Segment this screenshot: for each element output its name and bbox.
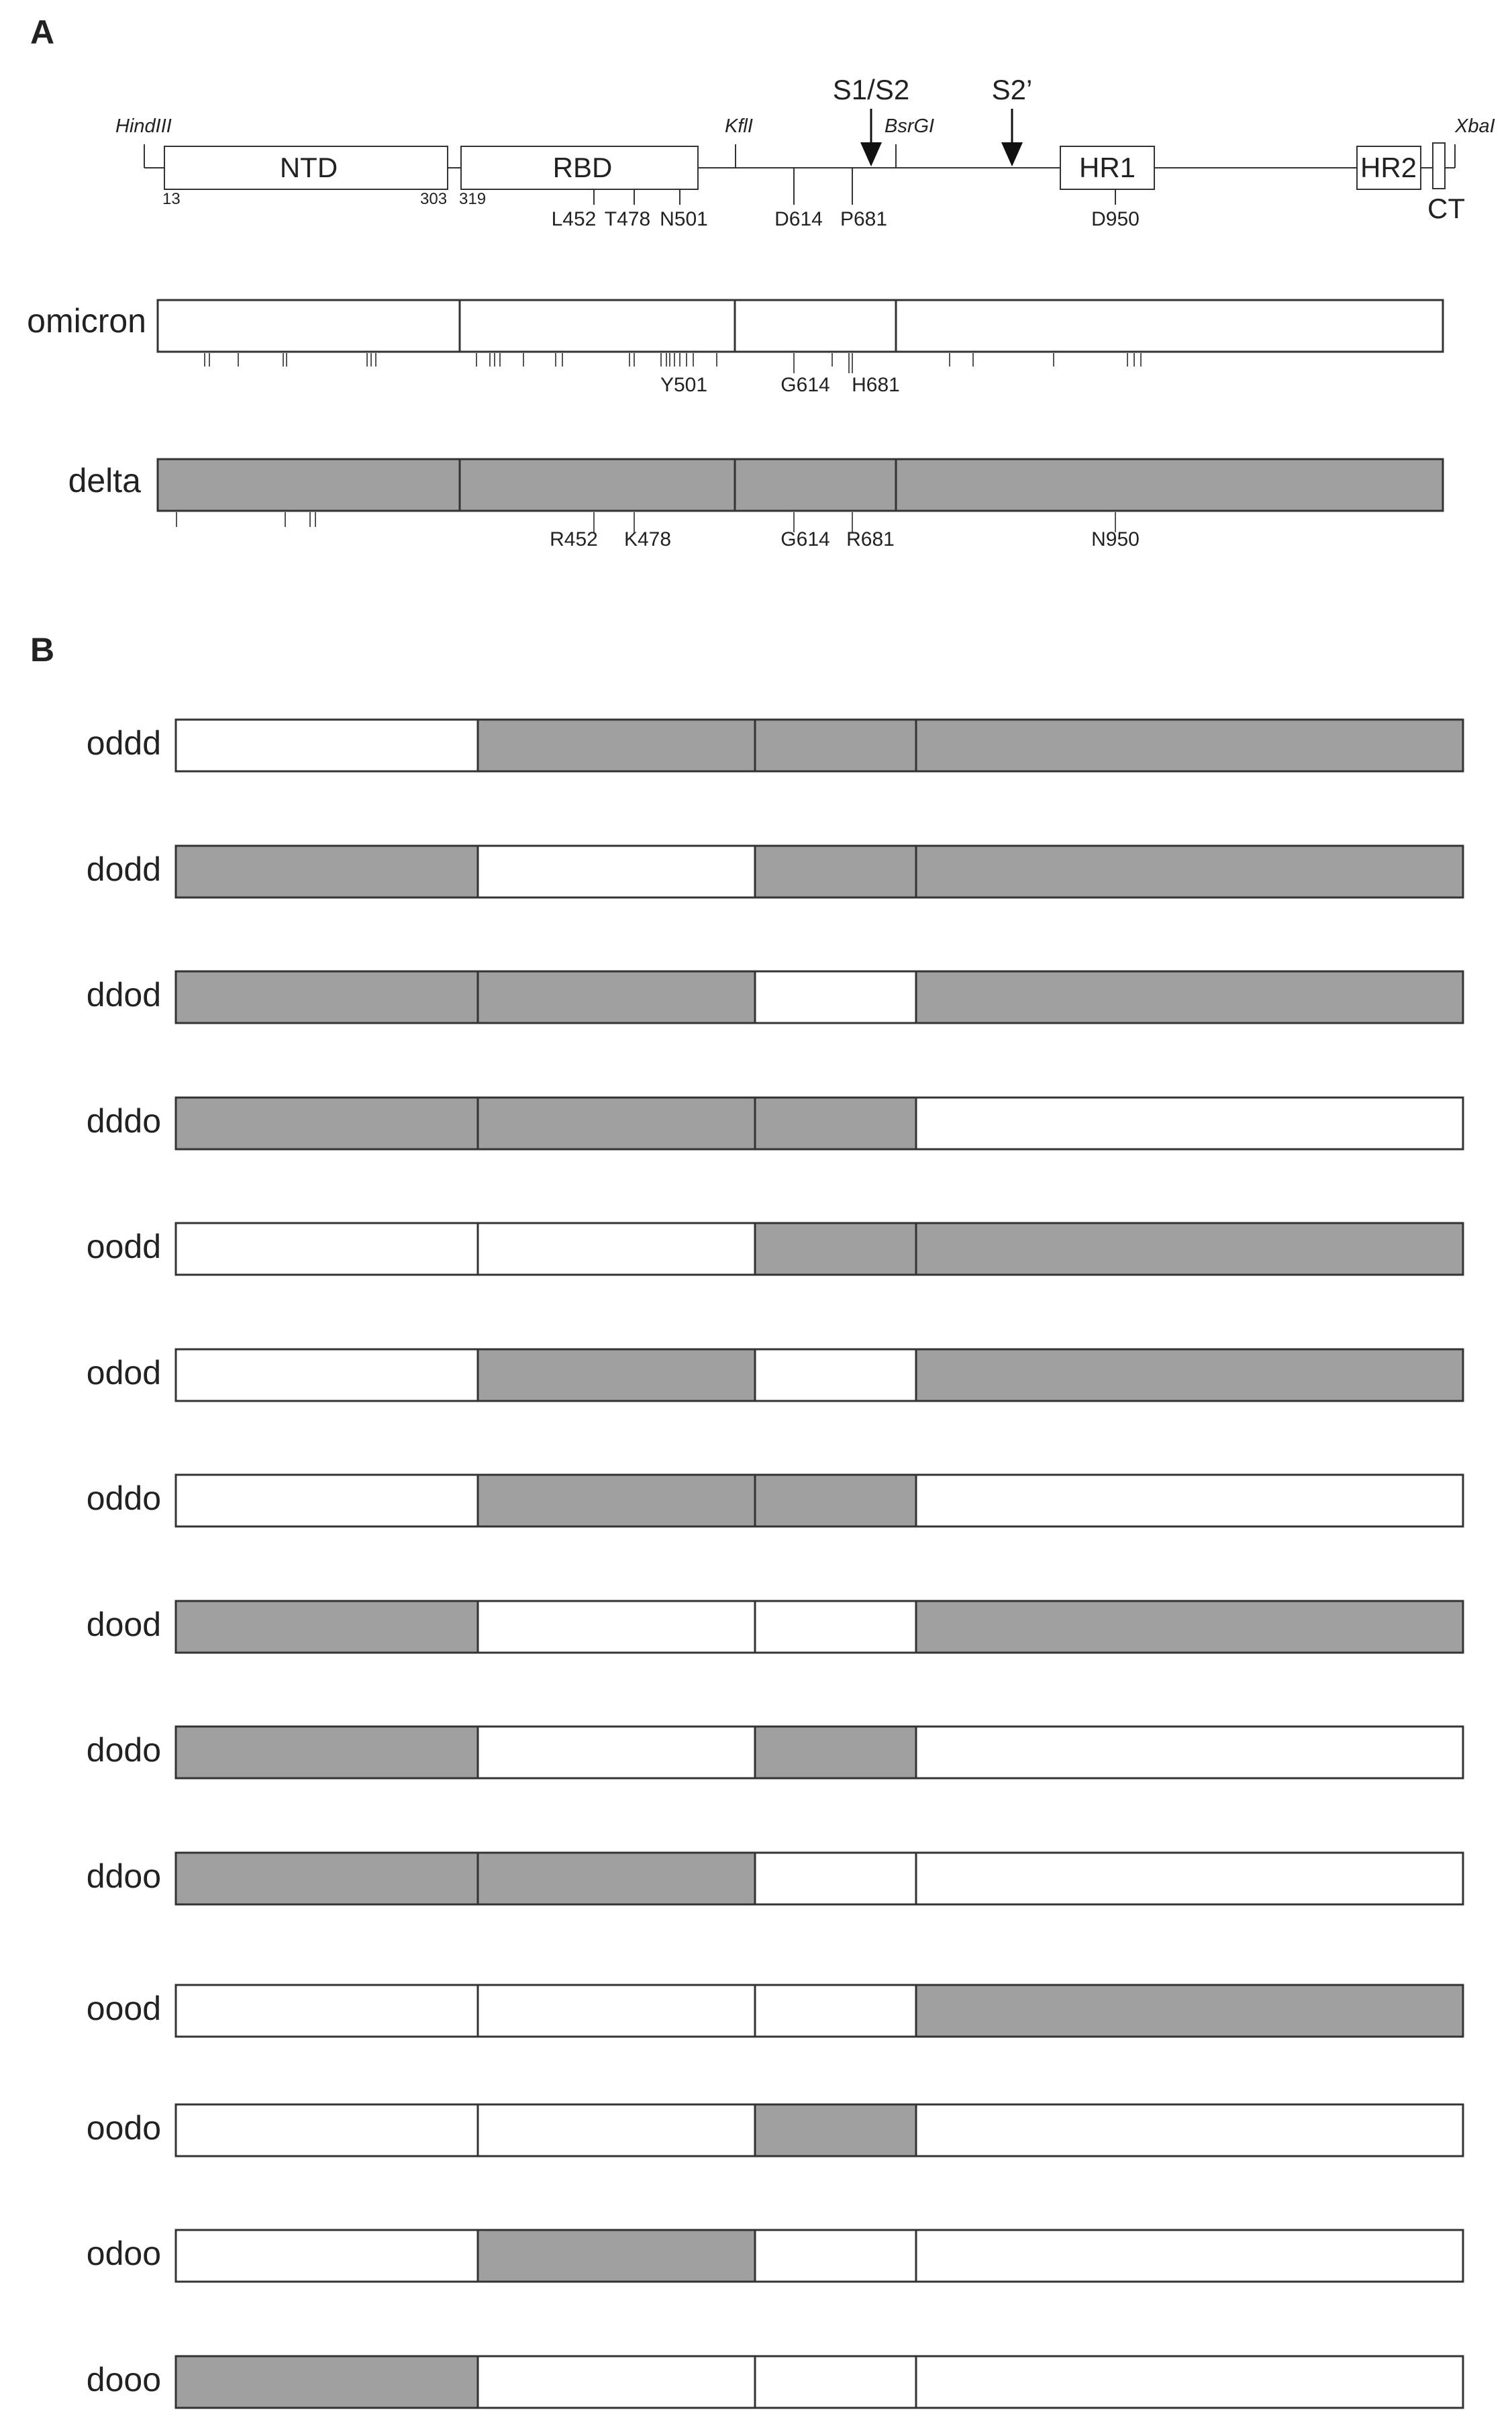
chimera-row xyxy=(87,2356,1463,2408)
rbd-label: RBD xyxy=(552,152,613,183)
chimera-segment-delta xyxy=(916,1223,1463,1275)
chimera-segment-delta xyxy=(755,720,916,771)
chimera-label: dood xyxy=(86,1606,161,1643)
ntd-label: NTD xyxy=(279,152,338,183)
chimera-segment-omicron xyxy=(176,1223,478,1275)
chimera-label: dooo xyxy=(86,2361,161,2398)
hr2-label: HR2 xyxy=(1360,152,1417,183)
chimera-segment-omicron xyxy=(916,1727,1463,1778)
chimera-label: oodo xyxy=(86,2109,161,2147)
ntd-end-number: 303 xyxy=(420,190,448,208)
chimera-segment-delta xyxy=(755,1727,916,1778)
chimera-segment-omicron xyxy=(916,2104,1463,2156)
residue-p681: P681 xyxy=(840,208,888,230)
residue-t478: T478 xyxy=(604,208,651,230)
ct-label: CT xyxy=(1427,193,1465,224)
xbai-site-label: XbaI xyxy=(1455,115,1495,137)
chimera-segment-omicron xyxy=(916,1475,1463,1526)
chimera-segment-delta xyxy=(916,1985,1463,2037)
chimera-segment-omicron xyxy=(478,1985,755,2037)
omicron-residue-g614: G614 xyxy=(780,374,830,396)
chimera-row xyxy=(87,846,1463,897)
chimera-segment-delta xyxy=(478,2230,755,2282)
chimera-segment-omicron xyxy=(478,2356,755,2408)
delta-residue-r452: R452 xyxy=(550,528,598,550)
chimera-label: ddod xyxy=(86,976,161,1014)
s2prime-arrow-icon xyxy=(1001,142,1023,166)
chimera-row xyxy=(87,1475,1463,1526)
chimera-segment-delta xyxy=(176,1601,478,1653)
chimera-segment-omicron xyxy=(916,1853,1463,1904)
chimera-segment-omicron xyxy=(176,1985,478,2037)
omicron-residue-h681: H681 xyxy=(852,374,900,396)
chimera-segment-delta xyxy=(176,846,478,897)
hindiii-site-label: HindIII xyxy=(115,115,172,137)
delta-residue-g614: G614 xyxy=(780,528,830,550)
chimera-segment-omicron xyxy=(755,1985,916,2037)
chimera-row xyxy=(87,2230,1463,2282)
chimera-row xyxy=(87,1985,1463,2037)
ntd-start-number: 13 xyxy=(162,190,181,208)
delta-residue-n950: N950 xyxy=(1091,528,1140,550)
panel-b-label: B xyxy=(30,631,55,669)
residue-d950: D950 xyxy=(1091,208,1140,230)
s1s2-cleavage-label: S1/S2 xyxy=(832,74,910,105)
chimera-segment-delta xyxy=(916,720,1463,771)
chimera-segment-delta xyxy=(916,1349,1463,1401)
chimera-segment-delta xyxy=(916,1601,1463,1653)
ct-domain xyxy=(1433,143,1445,189)
delta-variant-bar xyxy=(158,459,1443,511)
rbd-start-number: 319 xyxy=(459,190,487,208)
chimera-segment-omicron xyxy=(755,2356,916,2408)
chimera-segment-delta xyxy=(176,2356,478,2408)
chimera-row xyxy=(87,2104,1463,2156)
chimera-segment-delta xyxy=(755,1475,916,1526)
chimera-segment-omicron xyxy=(755,1853,916,1904)
chimera-segment-omicron xyxy=(916,1098,1463,1149)
chimera-row xyxy=(87,971,1463,1023)
chimera-segment-omicron xyxy=(176,1475,478,1526)
omicron-mutation-ticks xyxy=(205,353,1141,373)
delta-variant-label: delta xyxy=(68,462,141,499)
chimera-segment-omicron xyxy=(176,2104,478,2156)
chimera-row xyxy=(87,1098,1463,1149)
chimera-label: oodd xyxy=(86,1228,161,1265)
chimera-segment-omicron xyxy=(478,2104,755,2156)
chimera-segment-omicron xyxy=(916,2356,1463,2408)
chimera-segment-omicron xyxy=(755,971,916,1023)
chimera-segment-omicron xyxy=(478,846,755,897)
residue-l452: L452 xyxy=(551,208,597,230)
kfli-site-label: KflI xyxy=(725,115,753,137)
chimera-segment-delta xyxy=(916,971,1463,1023)
chimera-label: dddo xyxy=(86,1102,161,1140)
s1s2-arrow-icon xyxy=(860,142,882,166)
chimera-segment-delta xyxy=(478,720,755,771)
chimera-row xyxy=(87,720,1463,771)
chimera-row xyxy=(87,1727,1463,1778)
chimera-segment-omicron xyxy=(755,1349,916,1401)
residue-n501: N501 xyxy=(660,208,708,230)
chimera-label: oddd xyxy=(86,724,161,762)
chimera-segment-omicron xyxy=(916,2230,1463,2282)
panel-a-label: A xyxy=(30,13,55,51)
chimera-list xyxy=(87,720,1463,2408)
chimera-segment-delta xyxy=(176,1098,478,1149)
chimera-segment-omicron xyxy=(755,1601,916,1653)
chimera-segment-delta xyxy=(478,1475,755,1526)
chimera-label: ddoo xyxy=(86,1857,161,1895)
bsrgi-site-label: BsrGI xyxy=(885,115,935,137)
chimera-label: odod xyxy=(86,1354,161,1392)
residue-d614: D614 xyxy=(774,208,823,230)
chimera-row xyxy=(87,1223,1463,1275)
chimera-segment-delta xyxy=(916,846,1463,897)
chimera-segment-delta xyxy=(755,2104,916,2156)
delta-residue-r681: R681 xyxy=(846,528,895,550)
chimera-segment-delta xyxy=(478,1349,755,1401)
chimera-row xyxy=(87,1853,1463,1904)
chimera-segment-omicron xyxy=(478,1223,755,1275)
chimera-segment-delta xyxy=(478,971,755,1023)
delta-residue-k478: K478 xyxy=(623,528,672,550)
chimera-segment-delta xyxy=(755,846,916,897)
chimera-segment-omicron xyxy=(176,2230,478,2282)
chimera-segment-omicron xyxy=(755,2230,916,2282)
chimera-label: oood xyxy=(86,1990,161,2027)
chimera-segment-delta xyxy=(755,1223,916,1275)
chimera-segment-delta xyxy=(478,1098,755,1149)
omicron-variant-label: omicron xyxy=(27,302,146,340)
chimera-label: dodd xyxy=(86,851,161,888)
chimera-segment-omicron xyxy=(478,1601,755,1653)
chimera-row xyxy=(87,1349,1463,1401)
chimera-segment-delta xyxy=(755,1098,916,1149)
chimera-segment-omicron xyxy=(478,1727,755,1778)
chimera-row xyxy=(87,1601,1463,1653)
omicron-residue-y501: Y501 xyxy=(660,374,708,396)
chimera-label: oddo xyxy=(86,1479,161,1517)
chimera-label: dodo xyxy=(86,1731,161,1769)
chimera-segment-omicron xyxy=(176,720,478,771)
omicron-variant-bar xyxy=(158,300,1443,352)
s2prime-cleavage-label: S2’ xyxy=(991,74,1033,105)
chimera-label: odoo xyxy=(86,2235,161,2272)
chimera-segment-omicron xyxy=(176,1349,478,1401)
chimera-segment-delta xyxy=(176,1727,478,1778)
chimera-segment-delta xyxy=(176,971,478,1023)
chimera-segment-delta xyxy=(478,1853,755,1904)
chimera-segment-delta xyxy=(176,1853,478,1904)
hr1-label: HR1 xyxy=(1078,152,1136,183)
